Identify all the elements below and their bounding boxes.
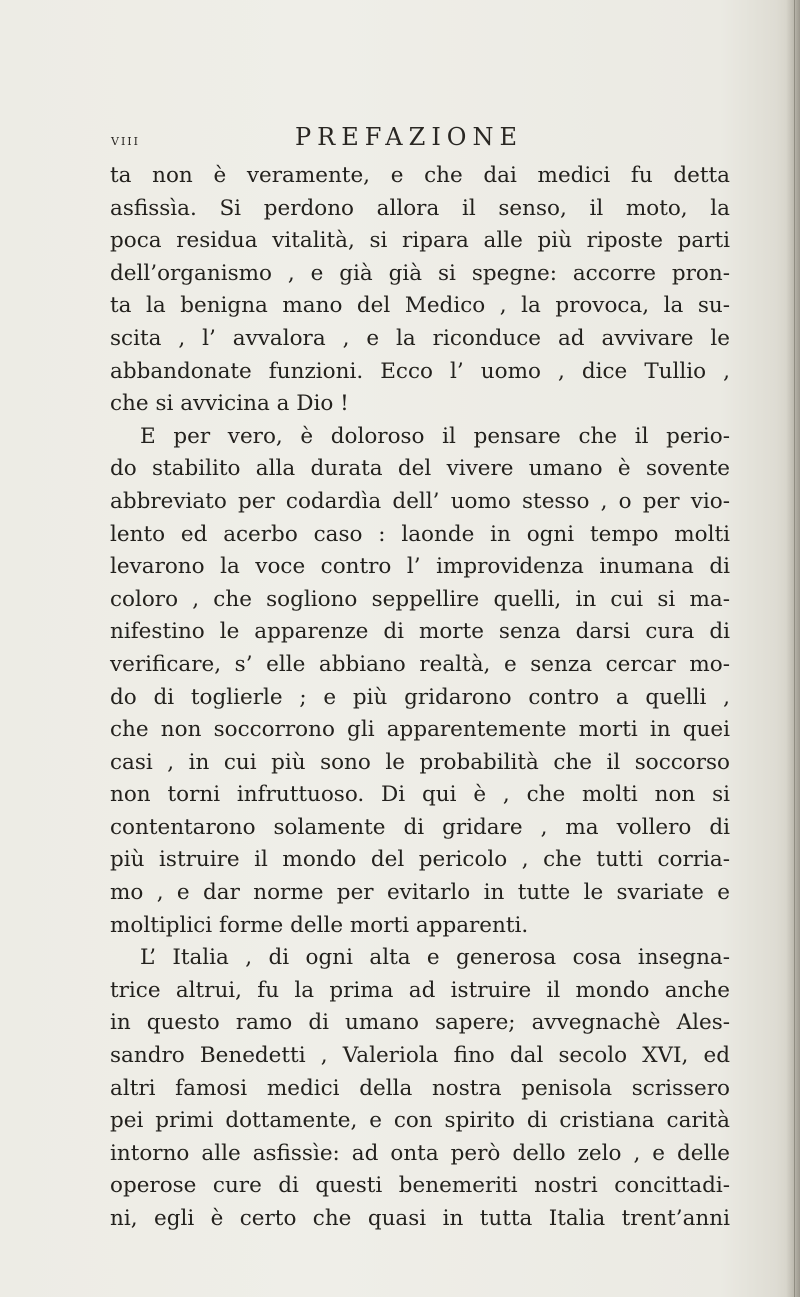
text-line: mo , e dar norme per evitarlo in tutte le svariate e [110,880,730,906]
text-line: L’ Italia , di ogni alta e generosa cosa insegna- [140,945,730,971]
text-line: do di toglierle ; e più gridarono contro a quelli , [110,684,730,710]
text-line: ta la benigna mano del Medico , la provoca, la su- [110,293,730,319]
text-line: contentarono solamente di gridare , ma vollero di [110,814,730,840]
text-line: E per vero, è doloroso il pensare che il perio- [140,423,730,449]
text-line: non torni infruttuoso. Di qui è , che molti non si [110,782,730,808]
text-line: ni, egli è certo che quasi in tutta Italia trent’anni [110,1206,730,1231]
text-line: che si avvicina a Dio ! [110,391,349,417]
text-line: che non soccorrono gli apparentemente morti in quei [110,717,730,743]
text-line: altri famosi medici della nostra penisola scrissero [110,1075,730,1101]
text-line: trice altrui, fu la prima ad istruire il mondo anche [110,977,730,1003]
page-edge-line [794,0,795,1297]
text-line: dell’organismo , e già già si spegne: accorre pron- [110,260,730,286]
text-line: ta non è veramente, e che dai medici fu detta [110,163,730,188]
text-line: pei primi dottamente, e con spirito di cristiana carità [110,1108,730,1134]
text-line: verificare, s’ elle abbiano realtà, e senza cercar mo- [110,651,730,677]
text-line: abbandonate funzioni. Ecco l’ uomo , dice Tullio , [110,358,730,384]
text-line: più istruire il mondo del pericolo , che tutti corria- [110,847,730,873]
text-line: levarono la voce contro l’ improvidenza inumana di [110,554,730,580]
text-line: operose cure di questi benemeriti nostri concittadi- [110,1173,730,1199]
text-line: asfissìa. Si perdono allora il senso, il moto, la [110,195,730,221]
page-number: viii [111,131,140,149]
text-line: nifestino le apparenze di morte senza darsi cura di [110,619,730,645]
page-edge-shadow [786,0,800,1297]
running-title: PREFAZIONE [295,123,523,151]
text-line: moltiplici forme delle morti apparenti. [110,912,529,938]
text-line: in questo ramo di umano sapere; avvegnachè Ales- [110,1010,730,1036]
text-line: lento ed acerbo caso : laonde in ogni tempo molti [110,521,730,547]
page-header [111,123,711,159]
text-line: scita , l’ avvalora , e la riconduce ad avvivare le [110,325,730,351]
text-line: poca residua vitalità, si ripara alle più riposte parti [110,228,730,254]
text-line: intorno alle asfissìe: ad onta però dello zelo , e delle [110,1140,730,1166]
text-line: coloro , che sogliono seppellire quelli, in cui si ma- [110,586,730,612]
body-text [110,160,730,1236]
text-line: casi , in cui più sono le probabilità che il soccorso [110,749,730,775]
text-line: sandro Benedetti , Valeriola fino dal secolo XVI, ed [110,1043,730,1069]
text-line: do stabilito alla durata del vivere umano è sovente [110,456,730,482]
text-line: abbreviato per codardìa dell’ uomo stesso , o per vio- [110,488,730,514]
